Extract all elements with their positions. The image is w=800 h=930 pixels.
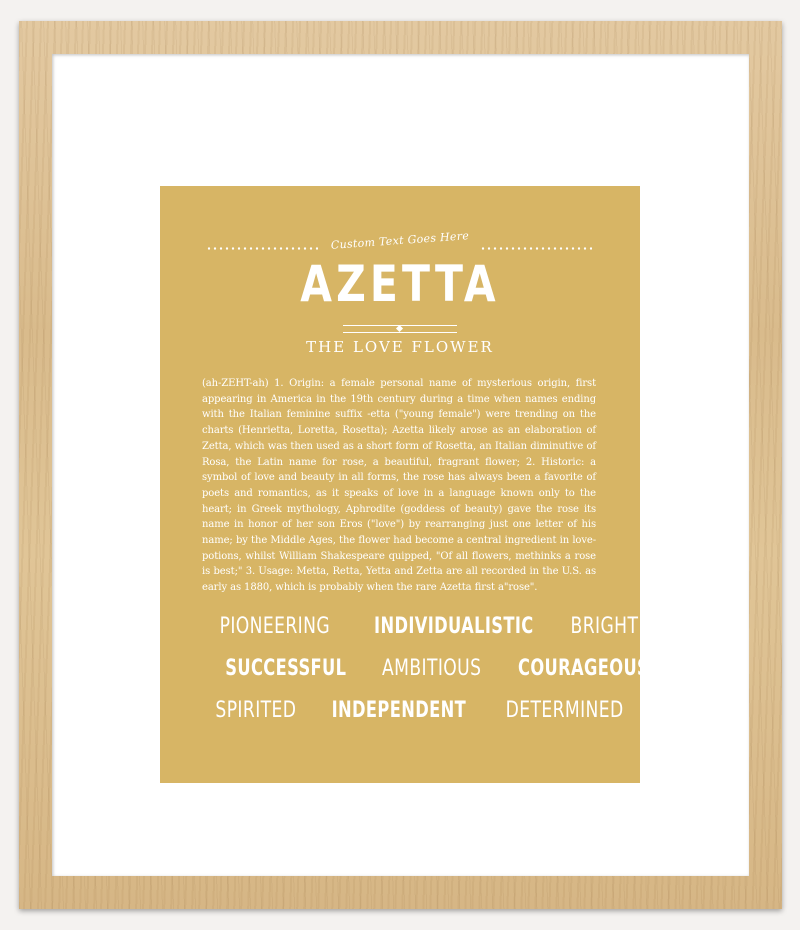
dotted-divider-left bbox=[206, 247, 318, 250]
white-mat bbox=[52, 54, 749, 876]
diamond-ornament-icon bbox=[396, 325, 403, 332]
trait-word: SPIRITED bbox=[215, 698, 297, 723]
name-title: AZETTA bbox=[300, 255, 500, 313]
traits-row-3 bbox=[204, 698, 625, 723]
trait-word: BRIGHT bbox=[570, 614, 639, 639]
traits-row-2 bbox=[204, 656, 650, 681]
dotted-divider-right bbox=[480, 247, 592, 250]
trait-word: COURAGEOUS bbox=[518, 656, 650, 681]
trait-word: DETERMINED bbox=[506, 698, 625, 723]
traits-row-1 bbox=[204, 614, 639, 639]
name-subtitle: THE LOVE FLOWER bbox=[306, 338, 494, 356]
custom-text: Custom Text Goes Here bbox=[330, 229, 470, 252]
trait-word: AMBITIOUS bbox=[381, 656, 482, 681]
wood-frame bbox=[19, 21, 782, 909]
trait-word: INDEPENDENT bbox=[331, 698, 466, 723]
trait-word: SUCCESSFUL bbox=[225, 656, 347, 681]
trait-word: INDIVIDUALISTIC bbox=[373, 614, 534, 639]
name-definition: (ah-ZEHT-ah) 1. Origin: a female personal name of mysterious origin, first appearing in America in the 19th century during a time when names ending with the Italian feminine suffix -etta ("young female") were trending on the charts (Henrietta, Loretta, Rosetta); Azetta likely arose as an elaboration of Zetta, which was then used as a short form of Rosetta, an Italian diminutive of Rosa, the Latin name for rose, a beautiful, fragrant flower; 2. Historic: a symbol of love and beauty in all forms, the rose has always been a favorite of poets and romantics, as it speaks of love in a language known only to the heart; in Greek mythology, Aphrodite (goddess of beauty) gave the rose its name in honor of her son Eros ("love") by rearranging just one letter of his name; by the Middle Ages, the flower had become a central ingredient in love-potions, whilst William Shakespeare quipped, "Of all flowers, methinks a rose is best;" 3. Usage: Metta, Retta, Yetta and Zetta are all recorded in the U.S. as early as 1880, which is probably when the rare Azetta first a"rose". bbox=[202, 378, 596, 594]
name-print bbox=[160, 186, 650, 783]
trait-word: PIONEERING bbox=[219, 614, 331, 639]
title-rule-bottom bbox=[343, 332, 457, 333]
